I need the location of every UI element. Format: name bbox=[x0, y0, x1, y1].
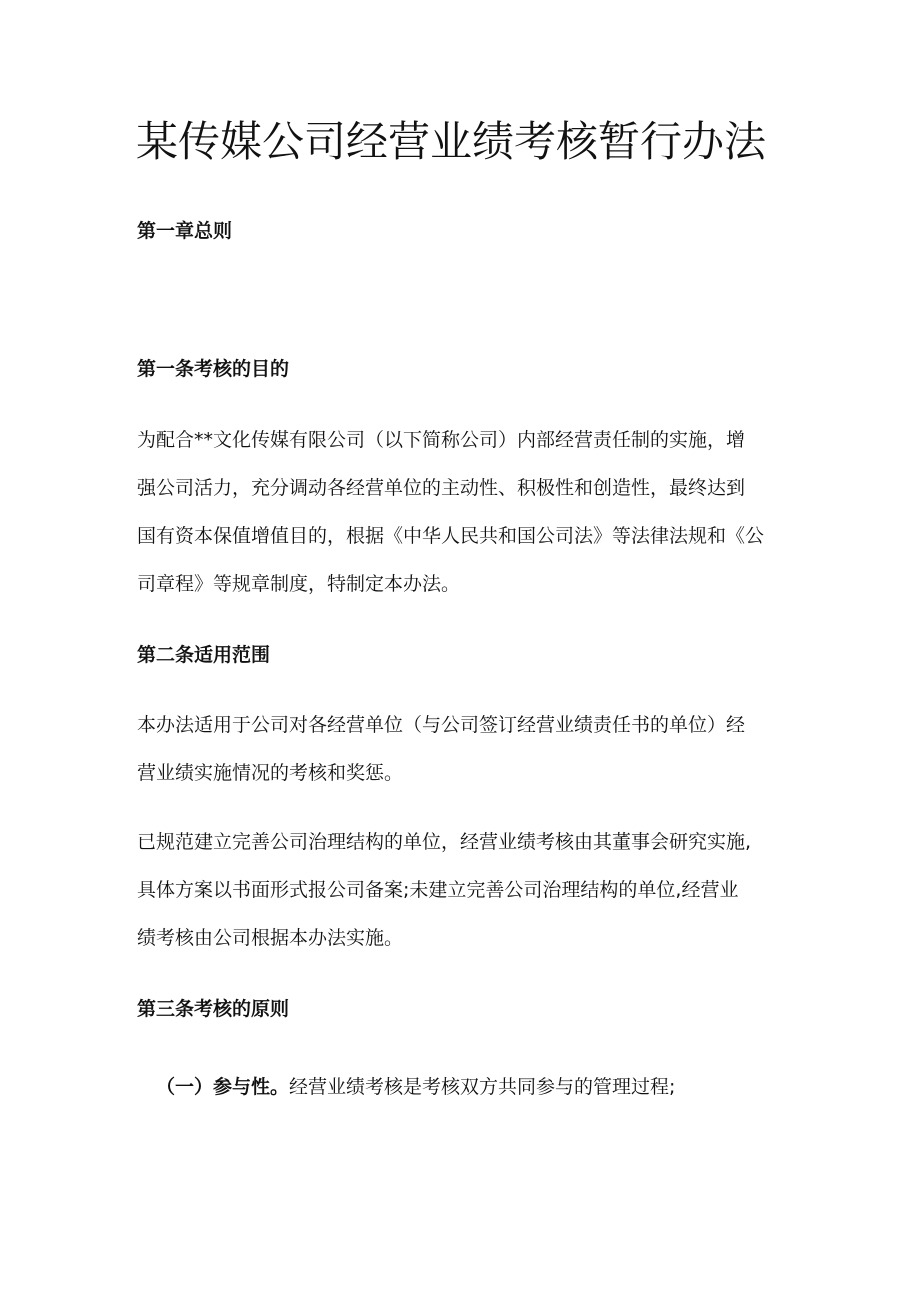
article-2-p1-line-2: 营业绩实施情况的考核和奖惩。 bbox=[137, 762, 404, 784]
article-1-paragraph bbox=[137, 416, 787, 608]
article-3-item-1 bbox=[156, 1073, 675, 1101]
article-2-p1-line-1: 本办法适用于公司对各经营单位（与公司签订经营业绩责任书的单位）经 bbox=[137, 714, 746, 736]
article-2-p2-line-2: 具体方案以书面形式报公司备案;未建立完善公司治理结构的单位,经营业 bbox=[137, 879, 739, 901]
article-2-paragraph-2 bbox=[137, 818, 787, 962]
article-1-line-3: 国有资本保值增值目的，根据《中华人民共和国公司法》等法律法规和《公 bbox=[137, 525, 765, 547]
article-2-paragraph-1 bbox=[137, 701, 787, 797]
article-3-heading: 第三条考核的原则 bbox=[137, 998, 290, 1020]
article-2-p2-line-3: 绩考核由公司根据本办法实施。 bbox=[137, 927, 404, 949]
chapter-1-heading: 第一章总则 bbox=[137, 220, 233, 242]
article-1-line-2: 强公司活力，充分调动各经营单位的主动性、积极性和创造性，最终达到 bbox=[137, 477, 746, 499]
document-title: 某传媒公司经营业绩考核暂行办法 bbox=[136, 117, 767, 166]
article-1-heading: 第一条考核的目的 bbox=[137, 358, 290, 380]
article-2-heading: 第二条适用范围 bbox=[137, 644, 271, 666]
article-3-item-1-lead: （一）参与性。 bbox=[156, 1076, 290, 1098]
article-2-p2-line-1: 已规范建立完善公司治理结构的单位，经营业绩考核由其董事会研究实施, bbox=[137, 831, 752, 853]
article-1-line-1: 为配合**文化传媒有限公司（以下简称公司）内部经营责任制的实施，增 bbox=[137, 429, 746, 451]
article-1-line-4: 司章程》等规章制度，特制定本办法。 bbox=[137, 573, 461, 595]
article-3-item-1-text: 经营业绩考核是考核双方共同参与的管理过程; bbox=[289, 1076, 676, 1098]
